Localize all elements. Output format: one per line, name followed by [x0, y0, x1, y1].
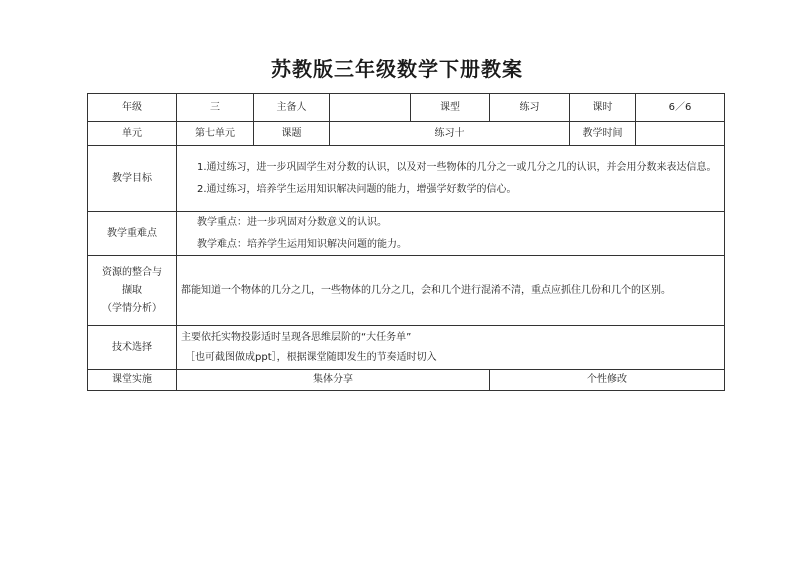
difficulty-text: 教学难点：培养学生运用知识解决问题的能力。: [197, 238, 407, 250]
table-row-tech: [88, 326, 725, 370]
key-points-content: [177, 212, 725, 256]
key-points-label: 教学重难点: [88, 212, 177, 256]
tech-label: 技术选择: [88, 326, 177, 370]
grade-value: 三: [177, 94, 254, 122]
goals-label: 教学目标: [88, 146, 177, 212]
resources-label-line-2: 撷取: [122, 284, 142, 296]
resources-label-line-1: 资源的整合与: [102, 266, 162, 278]
period-label: 课时: [570, 94, 636, 122]
tech-content: [177, 326, 725, 370]
table-row-unit: [88, 122, 725, 146]
key-point-text: 教学重点：进一步巩固对分数意义的认识。: [197, 216, 387, 228]
table-row-header: [88, 94, 725, 122]
period-value: 6／6: [636, 94, 725, 122]
topic-value: 练习十: [330, 122, 570, 146]
table-row-resources: [88, 256, 725, 326]
page-title: 苏教版三年级数学下册教案: [271, 57, 523, 81]
table-row-goals: [88, 146, 725, 212]
table-row-implementation: [88, 370, 725, 391]
resources-label-line-3: （学情分析）: [102, 302, 162, 314]
table-row-key-points: [88, 212, 725, 256]
resources-text: 都能知道一个物体的几分之几，一些物体的几分之几，会和几个进行混淆不清，重点应抓住几份和几个的区别。: [177, 256, 725, 326]
lesson-plan-table: [87, 93, 725, 391]
topic-label: 课题: [254, 122, 330, 146]
collective-sharing-header: 集体分享: [177, 370, 490, 391]
grade-label: 年级: [88, 94, 177, 122]
goals-content: [177, 146, 725, 212]
lesson-type-label: 课型: [411, 94, 490, 122]
implementation-label: 课堂实施: [88, 370, 177, 391]
goal-2-text: 2.通过练习，培养学生运用知识解决问题的能力，增强学好数学的信心。: [197, 183, 517, 195]
lesson-type-value: 练习: [490, 94, 570, 122]
unit-label: 单元: [88, 122, 177, 146]
goal-1-text: 1.通过练习，进一步巩固学生对分数的认识，以及对一些物体的几分之一或几分之几的认识，并会用分数来表达信息。: [197, 161, 717, 173]
teaching-time-label: 教学时间: [570, 122, 636, 146]
teaching-time-value: [636, 122, 725, 146]
unit-value: 第七单元: [177, 122, 254, 146]
tech-line-2: ［也可截图做成ppt］，根据课堂随即发生的节奏适时切入: [185, 351, 437, 363]
preparer-value: [330, 94, 411, 122]
resources-label: [88, 256, 177, 326]
preparer-label: 主备人: [254, 94, 330, 122]
personal-revision-header: 个性修改: [490, 370, 725, 391]
tech-line-1: 主要依托实物投影适时呈现各思维层阶的“大任务单”: [181, 331, 412, 343]
